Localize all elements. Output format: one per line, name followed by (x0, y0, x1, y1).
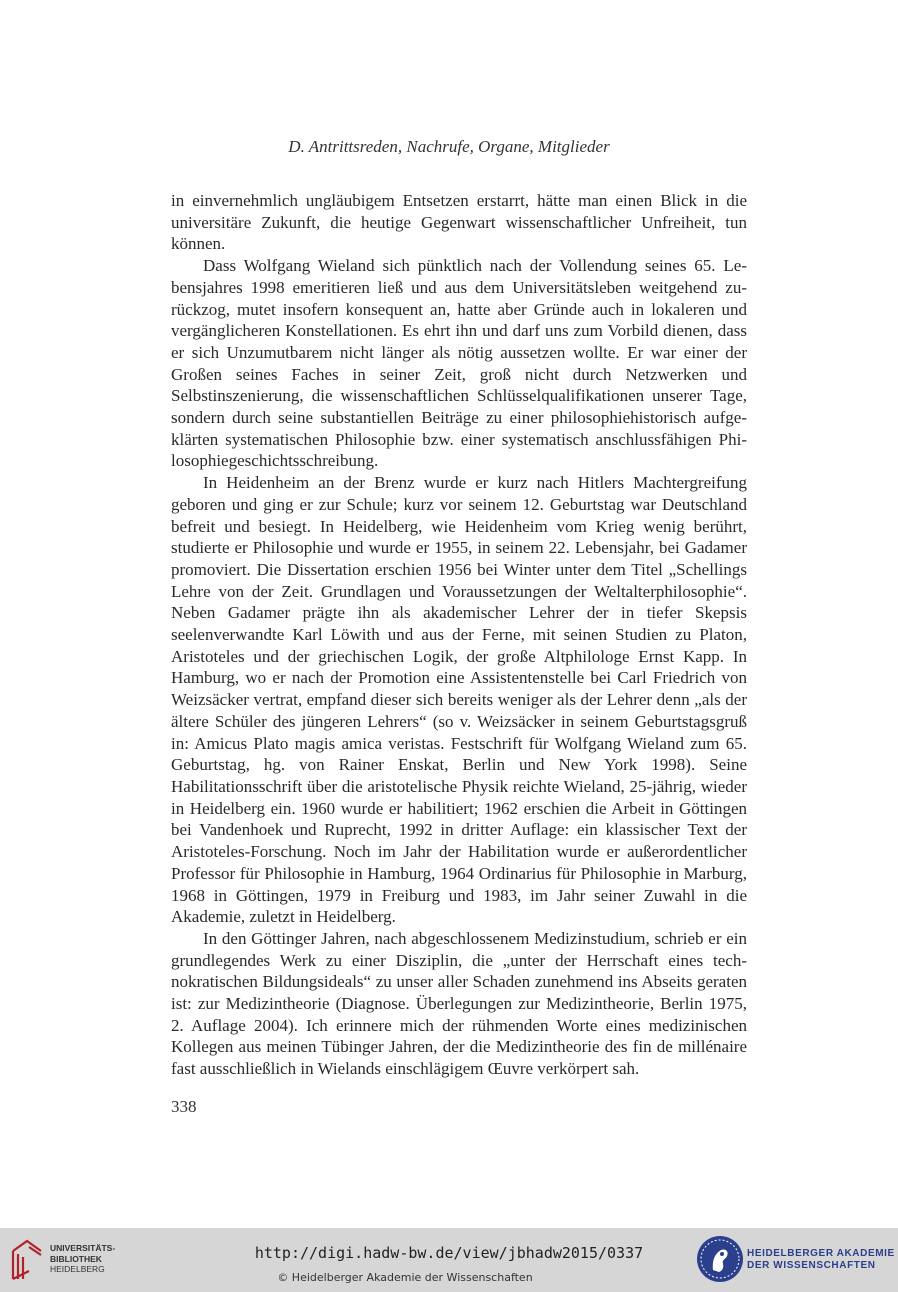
page-number: 338 (171, 1097, 197, 1116)
copyright-notice: © Heidelberger Akademie der Wissenschaften (277, 1271, 533, 1284)
body-text (171, 190, 747, 1080)
paragraph: in einvernehmlich ungläubigem Entsetzen erstarrt, hätte man einen Blick in die universitäre Zukunft, die heutige Gegenwart wissenschaftlicher Unfreiheit, tun können. (171, 191, 747, 254)
university-library-wordmark: UNIVERSITÄTS- BIBLIOTHEK HEIDELBERG (50, 1243, 116, 1274)
academy-logo[interactable] (695, 1234, 895, 1286)
academy-seal-icon (695, 1234, 745, 1284)
academy-wordmark: HEIDELBERGER AKADEMIE DER WISSENSCHAFTEN (747, 1248, 895, 1271)
viewer-footer (0, 1228, 898, 1292)
paragraph: Dass Wolfgang Wieland sich pünktlich nach der Vollendung seines 65. Lebensjahres 1998 emeritieren ließ und aus dem Universitätsleben weitgehend zurückzog, mutet insofern konsequent an, hatte aber Gründe auch in lokaleren und vergänglicheren Konstellationen. Es ehrt ihn und darf uns zum Vorbild dienen, dass er sich Unzumutbarem nicht länger als nötig aussetzen wollte. Er war einer der Großen seines Faches in seiner Zeit, groß nicht durch Netzwerken und Selbstinszenierung, die wissenschaftlichen Schlüsselqualifikationen unserer Tage, sondern durch seine substantiellen Beiträge zu einer philosophiehistorisch aufgeklärten systematischen Philosophie bzw. einer systematisch anschlussfähigen Philosophiegeschichtsschreibung. (171, 256, 747, 471)
paragraph: In Heidenheim an der Brenz wurde er kurz nach Hitlers Machtergreifung geboren und ging er zur Schule; kurz vor seinem 12. Geburtstag war Deutschland befreit und besiegt. In Heidelberg, wie Heidenheim vom Krieg wenig berührt, studierte er Philosophie und wurde er 1955, in seinem 22. Lebensjahr, bei Gadamer promoviert. Die Dissertation erschien 1956 bei Winter unter dem Titel „Schellings Lehre von der Zeit. Grundlagen und Voraussetzungen der Weltalterphilosophie“. Neben Gadamer prägte ihn als akademischer Lehrer der in tiefer Skepsis seelenverwandte Karl Löwith und aus der Ferne, mit seinen Studien zu Platon, Aristoteles und der griechischen Logik, der große Altphilologe Ernst Kapp. In Hamburg, wo er nach der Promotion eine Assistentenstelle bei Carl Friedrich von Weizsäcker vertrat, empfand dieser sich bereits weniger als der Lehrer denn „als der ältere Schüler des jüngeren Lehrers“ (so v. Weizsäcker in seinem Geburtstagsgruß in: Amicus Plato magis amica veristas. Festschrift für Wolfgang Wieland zum 65. Geburtstag, hg. von Rainer Enskat, Berlin und New York 1998). Seine Habilitationsschrift über die aristotelische Physik reichte Wieland, 25-jährig, wieder in Heidelberg ein. 1960 wurde er habilitiert; 1962 erschien die Arbeit in Göttingen bei Vandenhoek und Ruprecht, 1992 in dritter Auflage: ein klassischer Text der Aristoteles-Forschung. Noch im Jahr der Habilitation wurde er außerordentlicher Professor für Philosophie in Hamburg, 1964 Ordinarius für Philosophie in Marburg, 1968 in Göttingen, 1979 in Freiburg und 1983, im Jahr seiner Zuwahl in die Akademie, zuletzt in Heidelberg. (171, 473, 747, 927)
permalink-url[interactable]: http://digi.hadw-bw.de/view/jbhadw2015/0337 (254, 1244, 644, 1262)
running-head: D. Antrittsreden, Nachrufe, Organe, Mitglieder (288, 137, 610, 156)
paragraph: In den Göttinger Jahren, nach abgeschlossenem Medizinstudium, schrieb er ein grundlegendes Werk zu einer Disziplin, die „unter der Herrschaft eines technokratischen Bildungsideals“ zu unser aller Schaden zunehmend ins Abseits geraten ist: zur Medizintheorie (Diagnose. Überlegungen zur Medizintheorie, Berlin 1975, 2. Auflage 2004). Ich erinnere mich der rühmenden Worte eines medizinischen Kollegen aus meinen Tübinger Jahren, der die Medizintheorie des fin de millénaire fast ausschließlich in Wielands einschlägigem Œuvre verkörpert sah. (171, 928, 747, 1079)
